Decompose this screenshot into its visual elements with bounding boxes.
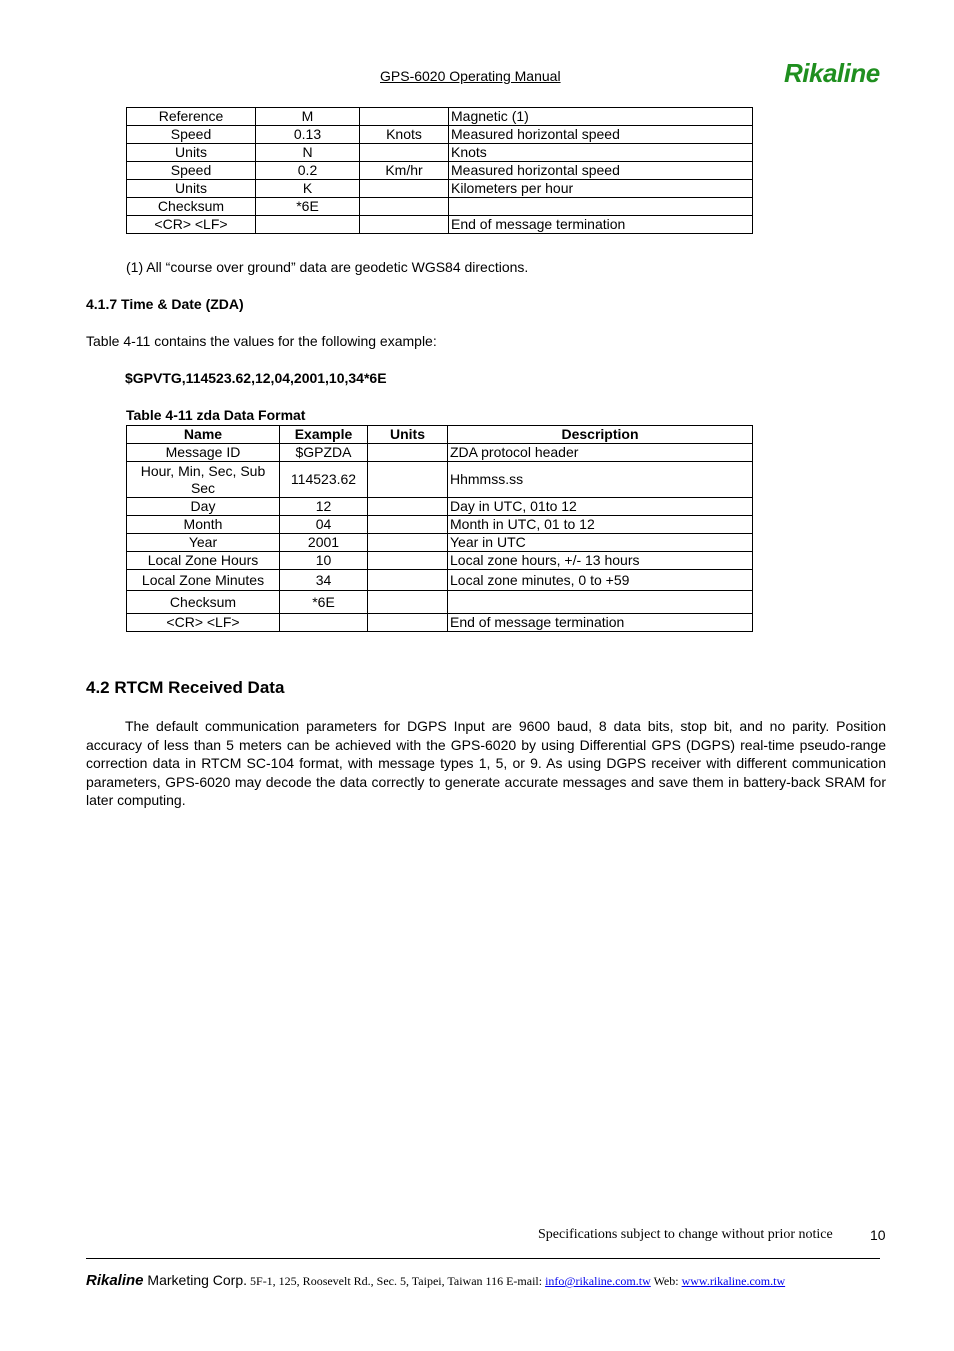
table-cell: K	[256, 180, 360, 198]
table-cell: 114523.62	[280, 462, 368, 498]
table-cell: Checksum	[127, 591, 280, 614]
table-cell: End of message termination	[448, 614, 753, 632]
table-row	[127, 534, 753, 552]
table-cell: *6E	[280, 591, 368, 614]
footer-divider	[86, 1258, 880, 1259]
table-cell	[368, 498, 448, 516]
table-cell: N	[256, 144, 360, 162]
vtg-data-table	[126, 107, 753, 234]
table-cell: *6E	[256, 198, 360, 216]
website-link[interactable]: www.rikaline.com.tw	[681, 1274, 786, 1288]
table-cell: Km/hr	[360, 162, 449, 180]
table-cell	[368, 444, 448, 462]
footer-address: 5F-1, 125, Roosevelt Rd., Sec. 5, Taipei, Taiwan 116 E-mail:	[247, 1274, 546, 1288]
table-cell	[280, 614, 368, 632]
footer-web-label: Web:	[650, 1274, 682, 1288]
table-row	[127, 162, 753, 180]
document-title: GPS-6020 Operating Manual	[380, 68, 561, 84]
example-sentence: $GPVTG,114523.62,12,04,2001,10,34*6E	[125, 370, 387, 386]
section-heading-zda: 4.1.7 Time & Date (ZDA)	[86, 296, 244, 312]
table-cell: 0.13	[256, 126, 360, 144]
table-row	[127, 216, 753, 234]
table-cell: Hhmmss.ss	[448, 462, 753, 498]
table-cell: Knots	[449, 144, 753, 162]
table-row	[127, 462, 753, 498]
table-caption: Table 4-11 zda Data Format	[126, 407, 306, 423]
table-cell	[256, 216, 360, 234]
table-cell	[360, 198, 449, 216]
table-cell	[368, 614, 448, 632]
table-cell: 04	[280, 516, 368, 534]
table-intro-text: Table 4-11 contains the values for the following example:	[86, 333, 437, 349]
table-cell: Measured horizontal speed	[449, 126, 753, 144]
table-cell	[368, 570, 448, 591]
zda-data-table	[126, 425, 753, 632]
footer-contact	[86, 1272, 785, 1289]
table-cell: Day	[127, 498, 280, 516]
footer-notice: Specifications subject to change without prior notice	[538, 1227, 833, 1242]
table-cell	[360, 144, 449, 162]
table-cell: <CR> <LF>	[127, 614, 280, 632]
table-row	[127, 444, 753, 462]
table-cell	[360, 180, 449, 198]
section-heading-rtcm: 4.2 RTCM Received Data	[86, 678, 285, 697]
table-cell: Hour, Min, Sec, Sub Sec	[127, 462, 280, 498]
table-row	[127, 126, 753, 144]
table-row	[127, 498, 753, 516]
table-cell: End of message termination	[449, 216, 753, 234]
table-cell: Units	[127, 144, 256, 162]
table-cell	[368, 516, 448, 534]
table-cell: Speed	[127, 126, 256, 144]
page-number: 10	[870, 1227, 886, 1243]
table-cell: Local Zone Minutes	[127, 570, 280, 591]
table-cell: Message ID	[127, 444, 280, 462]
table-cell: Knots	[360, 126, 449, 144]
table-cell: Kilometers per hour	[449, 180, 753, 198]
table-cell: Month in UTC, 01 to 12	[448, 516, 753, 534]
table-cell: Year	[127, 534, 280, 552]
table-cell	[368, 591, 448, 614]
footer-brand: Rikaline	[86, 1272, 144, 1289]
table-cell	[360, 216, 449, 234]
table-cell: Day in UTC, 01to 12	[448, 498, 753, 516]
footnote-wgs84: (1) All “course over ground” data are geodetic WGS84 directions.	[126, 259, 529, 275]
table-cell: Checksum	[127, 198, 256, 216]
table-cell: 10	[280, 552, 368, 570]
table-cell	[360, 108, 449, 126]
table-row	[127, 180, 753, 198]
table-row	[127, 198, 753, 216]
table-cell: Local zone hours, +/- 13 hours	[448, 552, 753, 570]
footer-company: Marketing Corp.	[143, 1272, 248, 1288]
table-cell	[368, 534, 448, 552]
zda-header-row	[127, 426, 753, 444]
table-cell: Year in UTC	[448, 534, 753, 552]
column-header: Name	[127, 426, 280, 444]
table-cell	[368, 552, 448, 570]
table-cell: <CR> <LF>	[127, 216, 256, 234]
table-cell: Units	[127, 180, 256, 198]
table-row	[127, 552, 753, 570]
table-cell: Magnetic (1)	[449, 108, 753, 126]
table-cell	[368, 462, 448, 498]
table-cell: $GPZDA	[280, 444, 368, 462]
column-header: Units	[368, 426, 448, 444]
table-cell: 34	[280, 570, 368, 591]
table-row	[127, 591, 753, 614]
table-cell: 2001	[280, 534, 368, 552]
table-cell: 0.2	[256, 162, 360, 180]
table-row	[127, 570, 753, 591]
table-cell: 12	[280, 498, 368, 516]
table-cell: Month	[127, 516, 280, 534]
table-row	[127, 108, 753, 126]
table-cell: ZDA protocol header	[448, 444, 753, 462]
table-row	[127, 614, 753, 632]
table-cell: Local zone minutes, 0 to +59	[448, 570, 753, 591]
column-header: Example	[280, 426, 368, 444]
table-cell: Reference	[127, 108, 256, 126]
table-cell: Speed	[127, 162, 256, 180]
table-row	[127, 144, 753, 162]
email-link[interactable]: info@rikaline.com.tw	[545, 1274, 651, 1288]
table-cell: M	[256, 108, 360, 126]
table-cell	[448, 591, 753, 614]
table-cell: Local Zone Hours	[127, 552, 280, 570]
table-row	[127, 516, 753, 534]
rikaline-logo: Rikaline	[784, 58, 880, 88]
table-cell	[449, 198, 753, 216]
rtcm-paragraph: The default communication parameters for DGPS Input are 9600 baud, 8 data bits, stop bit, and no parity. Position accuracy of less than 5 meters can be achieved with the GPS-6020 by using Differential GPS (DGPS) real-time pseudo-range correction data in RTCM SC-104 format, with message types 1, 5, or 9. As using DGPS receiver with different communication parameters, GPS-6020 may decode the data correctly to generate accurate messages and save them in battery-back SRAM for later computing.	[86, 718, 886, 808]
table-cell: Measured horizontal speed	[449, 162, 753, 180]
column-header: Description	[448, 426, 753, 444]
